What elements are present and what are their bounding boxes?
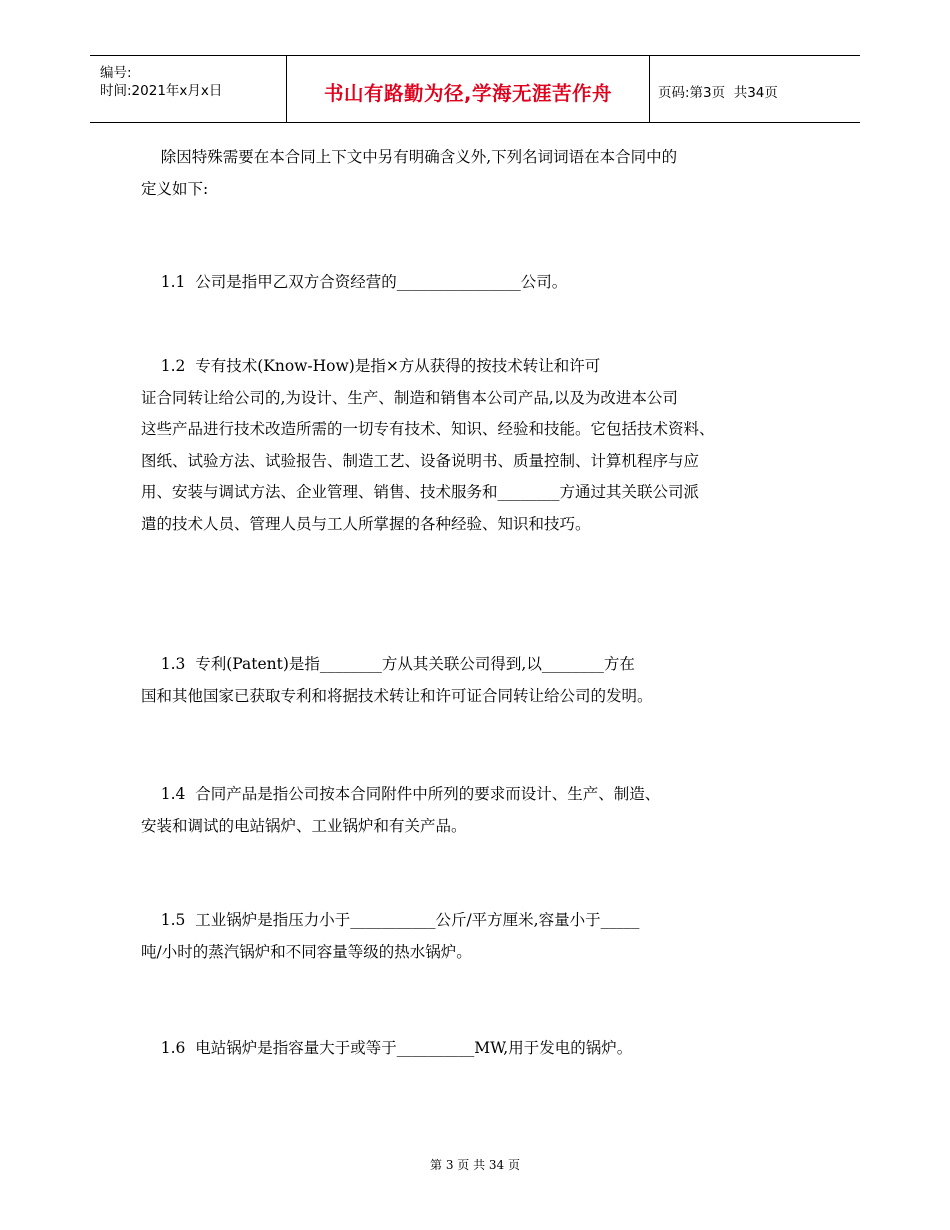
page-header (90, 55, 860, 123)
text-line: 遣的技术人员、管理人员与工人所掌握的各种经验、知识和技巧。 (141, 514, 591, 533)
text-line: 1.6 电站锅炉是指容量大于或等于__________MW,用于发电的锅炉。 (141, 1039, 633, 1057)
header-motto-cell (286, 56, 650, 122)
text-line: 1.2 专有技术(Know-How)是指×方从获得的按技术转让和许可 (141, 357, 601, 375)
clause-1-4 (141, 779, 831, 842)
page-footer: 第 3 页 共 34 页 (430, 1158, 520, 1172)
text-line: 证合同转让给公司的,为设计、生产、制造和销售本公司产品,以及为改进本公司 (141, 388, 678, 407)
text-line: 1.4 合同产品是指公司按本合同附件中所列的要求而设计、生产、制造、 (141, 785, 661, 803)
text-line: 图纸、试验方法、试验报告、制造工艺、设备说明书、质量控制、计算机程序与应 (141, 451, 700, 470)
text-line: 这些产品进行技术改造所需的一切专有技术、知识、经验和技能。它包括技术资料、 (141, 420, 715, 438)
intro-paragraph (141, 142, 831, 205)
clause-1-5 (141, 905, 831, 968)
text-line: 除因特殊需要在本合同上下文中另有明确含义外,下列名词词语在本合同中的 (141, 148, 678, 166)
header-page-info: 页码:第3页 共34页 (658, 85, 778, 101)
text-line: 吨/小时的蒸汽锅炉和不同容量等级的热水锅炉。 (141, 942, 472, 961)
text-line: 1.5 工业锅炉是指压力小于___________公斤/平方厘米,容量小于_____ (141, 911, 640, 929)
header-meta (90, 56, 286, 122)
clause-1-6 (141, 1033, 831, 1065)
number-label: 编号: (100, 65, 132, 81)
text-line: 用、安装与调试方法、企业管理、销售、技术服务和________方通过其关联公司派 (141, 483, 700, 501)
clause-1-2 (141, 351, 831, 540)
text-line: 定义如下: (141, 179, 209, 198)
text-line: 1.3 专利(Patent)是指________方从其关联公司得到,以________方在 (141, 655, 635, 673)
header-page-cell (648, 56, 860, 122)
text-line: 国和其他国家已获取专利和将据技术转让和许可证合同转让给公司的发明。 (141, 686, 653, 705)
clause-1-3 (141, 649, 831, 712)
text-line: 安装和调试的电站锅炉、工业锅炉和有关产品。 (141, 816, 467, 835)
time-label: 时间:2021年x月x日 (100, 83, 223, 99)
clause-1-1 (141, 267, 831, 299)
motto-text: 书山有路勤为径,学海无涯苦作舟 (324, 82, 612, 105)
text-line: 1.1 公司是指甲乙双方合资经营的________________公司。 (141, 273, 568, 291)
